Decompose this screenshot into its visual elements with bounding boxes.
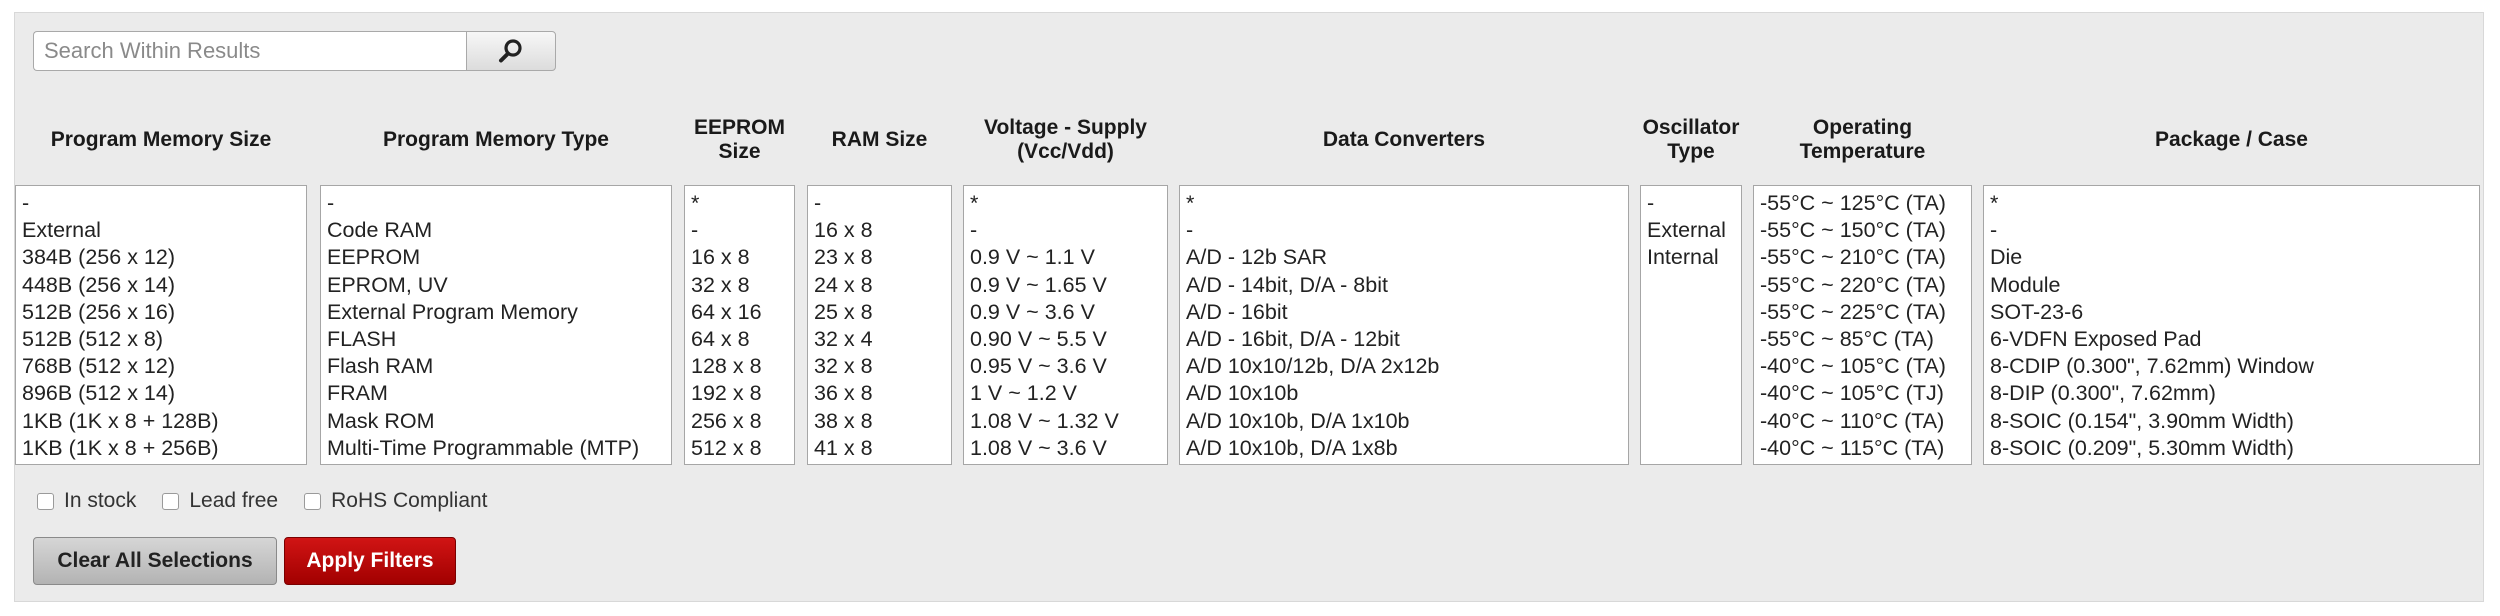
- list-item[interactable]: *: [691, 191, 700, 215]
- list-item[interactable]: 512 x 8: [691, 435, 762, 460]
- list-item[interactable]: 1 V ~ 1.2 V: [970, 381, 1077, 406]
- list-item[interactable]: -40°C ~ 105°C (TA): [1760, 354, 1946, 379]
- column-header: RAM Size: [831, 128, 928, 151]
- list-item[interactable]: External: [22, 218, 101, 243]
- list-item[interactable]: 23 x 8: [814, 245, 873, 270]
- list-item[interactable]: -55°C ~ 125°C (TA): [1760, 191, 1946, 215]
- list-item[interactable]: -55°C ~ 220°C (TA): [1760, 272, 1946, 297]
- column-header: Program Memory Size: [50, 128, 272, 151]
- search-button[interactable]: [466, 31, 556, 71]
- listbox-ram-size[interactable]: [807, 185, 952, 465]
- list-item[interactable]: FRAM: [327, 381, 388, 406]
- list-item[interactable]: 512B (256 x 16): [22, 299, 175, 324]
- list-item[interactable]: A/D - 14bit, D/A - 8bit: [1186, 272, 1388, 297]
- list-item[interactable]: -: [1186, 218, 1194, 243]
- list-item[interactable]: -: [22, 191, 30, 215]
- list-item[interactable]: *: [1186, 191, 1195, 215]
- clear-all-selections-button[interactable]: Clear All Selections: [33, 537, 277, 585]
- column-header: Program Memory Type: [382, 128, 609, 151]
- filter-column-program-memory-type: [320, 101, 672, 465]
- rohs-compliant-checkbox[interactable]: [304, 493, 321, 510]
- list-item[interactable]: FLASH: [327, 327, 397, 352]
- list-item[interactable]: 128 x 8: [691, 354, 762, 379]
- filter-column-data-converters: [1179, 101, 1629, 465]
- list-item[interactable]: 64 x 8: [691, 327, 750, 352]
- list-item[interactable]: 25 x 8: [814, 299, 873, 324]
- list-item[interactable]: A/D 10x10b: [1186, 381, 1299, 406]
- list-item[interactable]: Internal: [1647, 245, 1719, 270]
- column-header: Voltage - Supply (Vcc/Vdd): [984, 116, 1147, 163]
- listbox-operating-temperature[interactable]: [1753, 185, 1972, 465]
- listbox-program-memory-size[interactable]: [15, 185, 307, 465]
- list-item[interactable]: 8-CDIP (0.300", 7.62mm) Window: [1990, 354, 2314, 379]
- list-item[interactable]: External Program Memory: [327, 299, 578, 324]
- search-input[interactable]: [33, 31, 466, 71]
- listbox-data-converters[interactable]: [1179, 185, 1629, 465]
- list-item[interactable]: 1KB (1K x 8 + 128B): [22, 408, 219, 433]
- list-item[interactable]: Die: [1990, 245, 2023, 270]
- filter-column-operating-temperature: [1753, 101, 1972, 465]
- list-item[interactable]: Module: [1990, 272, 2061, 297]
- list-item[interactable]: 0.9 V ~ 1.1 V: [970, 245, 1095, 270]
- column-header: Operating Temperature: [1799, 116, 1926, 163]
- apply-filters-button[interactable]: Apply Filters: [284, 537, 456, 585]
- list-item[interactable]: 36 x 8: [814, 381, 873, 406]
- list-item[interactable]: 38 x 8: [814, 408, 873, 433]
- column-header: Oscillator Type: [1642, 116, 1740, 163]
- list-item[interactable]: 1.08 V ~ 1.32 V: [970, 408, 1119, 433]
- list-item[interactable]: 8-SOIC (0.154", 3.90mm Width): [1990, 408, 2294, 433]
- list-item[interactable]: Flash RAM: [327, 354, 434, 379]
- list-item[interactable]: 32 x 4: [814, 327, 873, 352]
- list-item[interactable]: -40°C ~ 115°C (TA): [1760, 435, 1945, 460]
- filter-column-eeprom-size: [684, 101, 795, 465]
- search-icon: [498, 38, 524, 64]
- filter-column-program-memory-size: [15, 101, 307, 465]
- list-item[interactable]: 0.9 V ~ 3.6 V: [970, 299, 1095, 324]
- list-item[interactable]: A/D - 16bit, D/A - 12bit: [1186, 327, 1400, 352]
- list-item[interactable]: 0.95 V ~ 3.6 V: [970, 354, 1107, 379]
- list-item[interactable]: 256 x 8: [691, 408, 762, 433]
- in-stock-checkbox[interactable]: [37, 493, 54, 510]
- in-stock-label: In stock: [64, 489, 137, 512]
- checkbox-row: [33, 489, 510, 513]
- filter-panel: [14, 12, 2484, 602]
- list-item[interactable]: Code RAM: [327, 218, 433, 243]
- list-item[interactable]: 192 x 8: [691, 381, 762, 406]
- lead-free-label: Lead free: [189, 489, 279, 512]
- list-item[interactable]: A/D - 12b SAR: [1186, 245, 1327, 270]
- list-item[interactable]: 0.90 V ~ 5.5 V: [970, 327, 1107, 352]
- list-item[interactable]: A/D 10x10b, D/A 1x10b: [1186, 408, 1410, 433]
- listbox-program-memory-type[interactable]: [320, 185, 672, 465]
- rohs-compliant-label: RoHS Compliant: [331, 489, 488, 512]
- list-item[interactable]: -: [814, 191, 822, 215]
- list-item[interactable]: 8-SOIC (0.209", 5.30mm Width): [1990, 435, 2294, 460]
- list-item[interactable]: -: [691, 218, 699, 243]
- list-item[interactable]: A/D - 16bit: [1186, 299, 1288, 324]
- list-item[interactable]: EEPROM: [327, 245, 421, 270]
- list-item[interactable]: *: [970, 191, 979, 215]
- list-item[interactable]: -40°C ~ 105°C (TJ): [1760, 381, 1944, 406]
- list-item[interactable]: 1.08 V ~ 3.6 V: [970, 435, 1107, 460]
- list-item[interactable]: -40°C ~ 110°C (TA): [1760, 408, 1945, 433]
- list-item[interactable]: 32 x 8: [691, 272, 750, 297]
- list-item[interactable]: 768B (512 x 12): [22, 354, 175, 379]
- lead-free-checkbox[interactable]: [162, 493, 179, 510]
- list-item[interactable]: 64 x 16: [691, 299, 762, 324]
- listbox-package-case[interactable]: [1983, 185, 2480, 465]
- list-item[interactable]: External: [1647, 218, 1726, 243]
- list-item[interactable]: 24 x 8: [814, 272, 873, 297]
- list-item[interactable]: A/D 10x10/12b, D/A 2x12b: [1186, 354, 1440, 379]
- list-item[interactable]: 0.9 V ~ 1.65 V: [970, 272, 1107, 297]
- listbox-voltage-supply[interactable]: [963, 185, 1168, 465]
- list-item[interactable]: 512B (512 x 8): [22, 327, 164, 352]
- list-item[interactable]: Multi-Time Programmable (MTP): [327, 435, 640, 460]
- filter-column-voltage-supply: [963, 101, 1168, 465]
- list-item[interactable]: -55°C ~ 225°C (TA): [1760, 299, 1946, 324]
- list-item[interactable]: 8-DIP (0.300", 7.62mm): [1990, 381, 2216, 406]
- search-bar: [33, 31, 556, 71]
- list-item[interactable]: -55°C ~ 210°C (TA): [1760, 245, 1946, 270]
- list-item[interactable]: *: [1990, 191, 1999, 215]
- list-item[interactable]: 41 x 8: [814, 435, 873, 460]
- list-item[interactable]: -55°C ~ 150°C (TA): [1760, 218, 1946, 243]
- list-item[interactable]: 32 x 8: [814, 354, 873, 379]
- filter-column-oscillator-type: [1640, 101, 1742, 465]
- list-item[interactable]: Mask ROM: [327, 408, 435, 433]
- list-item[interactable]: 384B (256 x 12): [22, 245, 175, 270]
- list-item[interactable]: -: [970, 218, 978, 243]
- filter-column-ram-size: [807, 101, 952, 465]
- list-item[interactable]: 896B (512 x 14): [22, 381, 175, 406]
- filter-column-package-case: [1983, 101, 2480, 465]
- column-header: Package / Case: [2155, 128, 2308, 151]
- list-item[interactable]: -: [1647, 191, 1655, 215]
- list-item[interactable]: -: [1990, 218, 1998, 243]
- list-item[interactable]: 16 x 8: [691, 245, 750, 270]
- list-item[interactable]: -55°C ~ 85°C (TA): [1760, 327, 1934, 352]
- list-item[interactable]: 448B (256 x 14): [22, 272, 175, 297]
- list-item[interactable]: 6-VDFN Exposed Pad: [1990, 327, 2202, 352]
- column-header: Data Converters: [1322, 128, 1486, 151]
- listbox-eeprom-size[interactable]: [684, 185, 795, 465]
- list-item[interactable]: 1KB (1K x 8 + 256B): [22, 435, 219, 460]
- column-header: EEPROM Size: [693, 116, 785, 163]
- listbox-oscillator-type[interactable]: [1640, 185, 1742, 465]
- list-item[interactable]: 16 x 8: [814, 218, 873, 243]
- list-item[interactable]: -: [327, 191, 335, 215]
- list-item[interactable]: SOT-23-6: [1990, 299, 2084, 324]
- list-item[interactable]: EPROM, UV: [327, 272, 448, 297]
- list-item[interactable]: A/D 10x10b, D/A 1x8b: [1186, 435, 1398, 460]
